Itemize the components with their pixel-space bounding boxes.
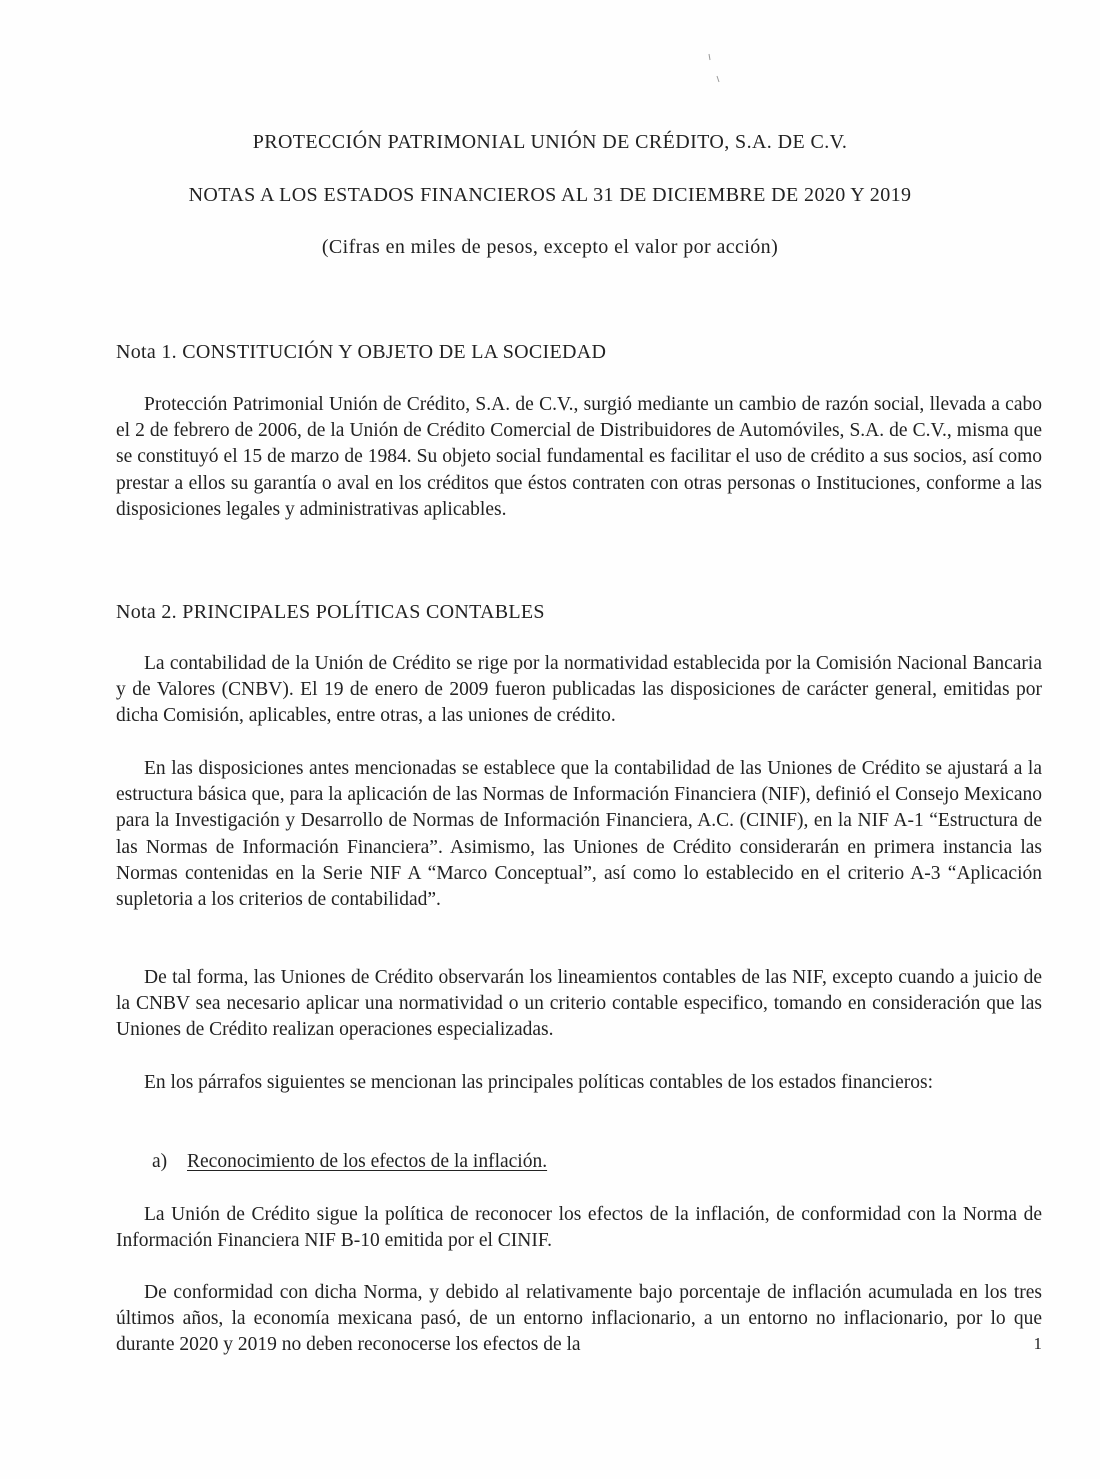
note-1-title: Nota 1. CONSTITUCIÓN Y OBJETO DE LA SOCIEDAD [116, 341, 607, 363]
list-item-title: Reconocimiento de los efectos de la inflación. [187, 1151, 548, 1172]
scan-speck-marks [703, 52, 727, 88]
document-title: NOTAS A LOS ESTADOS FINANCIEROS AL 31 DE DICIEMBRE DE 2020 Y 2019 [188, 184, 912, 206]
document-subtitle: (Cifras en miles de pesos, excepto el valor por acción) [321, 236, 779, 258]
note-2-paragraph: En las disposiciones antes mencionadas se establece que la contabilidad de las Uniones de Crédito se ajustará a la estructura básica que, para la aplicación de las Normas de Información Financiera (NIF), definió el Consejo Mexicano para la Investigación y Desarrollo de Normas de Información Financiera, A.C. (CINIF), en la NIF A-1 “Estructura de las Normas de Información Financiera”. Asimismo, las Uniones de Crédito considerarán en primera instancia las Normas contenidas en la Serie NIF A “Marco Conceptual”, así como lo establecido en el criterio A-3 “Aplicación supletoria a los criterios de contabilidad”. [116, 758, 1042, 911]
company-name: PROTECCIÓN PATRIMONIAL UNIÓN DE CRÉDITO, S.A. DE C.V. [252, 131, 848, 153]
note-2-title: Nota 2. PRINCIPALES POLÍTICAS CONTABLES [116, 601, 545, 623]
inflation-paragraph: La Unión de Crédito sigue la política de reconocer los efectos de la inflación, de conformidad con la Norma de Información Financiera NIF B-10 emitida por el CINIF. [116, 1204, 1042, 1252]
inflation-paragraph: De conformidad con dicha Norma, y debido al relativamente bajo porcentaje de inflación acumulada en los tres últimos años, la economía mexicana pasó, de un entorno inflacionario, a un entorno no inflacionario, por lo que durante 2020 y 2019 no deben reconocerse los efectos de la [116, 1282, 1042, 1356]
note-1-paragraph: Protección Patrimonial Unión de Crédito, S.A. de C.V., surgió mediante un cambio de razón social, llevada a cabo el 2 de febrero de 2006, de la Unión de Crédito Comercial de Distribuidores de Automóviles, S.A. de C.V., misma que se constituyó el 15 de marzo de 1984. Su objeto social fundamental es facilitar el uso de crédito a sus socios, así como prestar a ellos su garantía o aval en los créditos que éstos contraten con otras personas o Instituciones, conforme a las disposiciones legales y administrativas aplicables. [116, 394, 1042, 520]
list-marker: a) [152, 1151, 168, 1172]
page-number: 1 [1033, 1334, 1042, 1353]
list-item-a [152, 1151, 547, 1173]
note-2-paragraph: La contabilidad de la Unión de Crédito se rige por la normatividad establecida por la Comisión Nacional Bancaria y de Valores (CNBV). El 19 de enero de 2009 fueron publicadas las disposiciones de carácter general, emitidas por dicha Comisión, aplicables, entre otras, a las uniones de crédito. [116, 653, 1042, 727]
note-2-paragraph: En los párrafos siguientes se mencionan las principales políticas contables de los estados financieros: [144, 1072, 933, 1093]
note-2-paragraph: De tal forma, las Uniones de Crédito observarán los lineamientos contables de las NIF, excepto cuando a juicio de la CNBV sea necesario aplicar una normatividad o un criterio contable especifico, tomando en consideración que las Uniones de Crédito realizan operaciones especializadas. [116, 967, 1042, 1041]
